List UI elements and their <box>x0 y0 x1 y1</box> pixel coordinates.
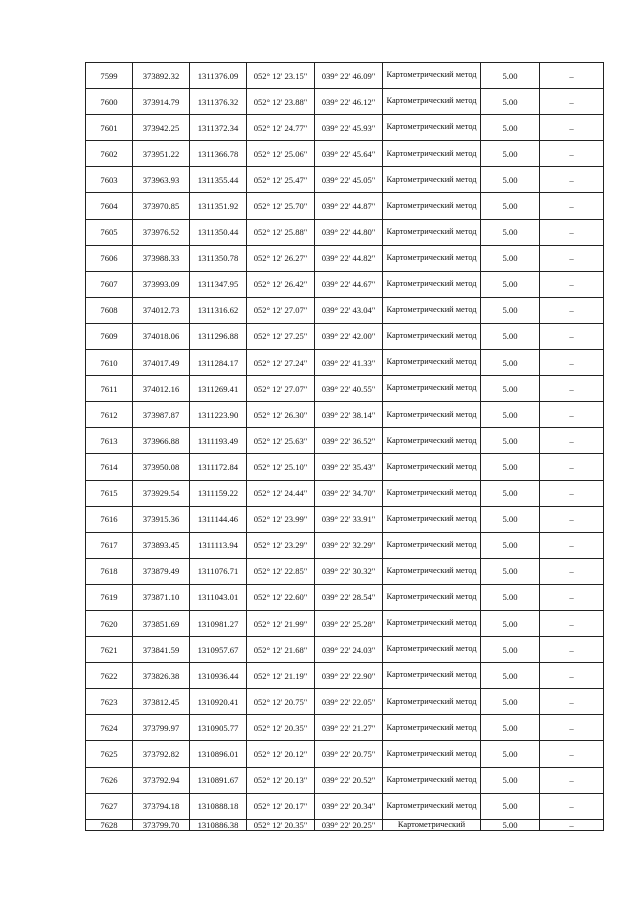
point-number-cell: 7603 <box>86 167 133 193</box>
method-cell: Картометрический метод <box>383 793 481 819</box>
latitude-cell: 052° 12' 25.70" <box>247 193 315 219</box>
method-cell: Картометрический метод <box>383 663 481 689</box>
accuracy-cell: 5.00 <box>481 167 540 193</box>
accuracy-cell: 5.00 <box>481 323 540 349</box>
table-row <box>86 506 604 532</box>
x-coordinate-cell: 373942.25 <box>133 115 190 141</box>
longitude-cell: 039° 22' 24.03" <box>315 637 383 663</box>
point-number-cell: 7615 <box>86 480 133 506</box>
x-coordinate-cell: 373851.69 <box>133 610 190 636</box>
latitude-cell: 052° 12' 20.17" <box>247 793 315 819</box>
y-coordinate-cell: 1310896.01 <box>190 741 247 767</box>
method-cell: Картометрический метод <box>383 115 481 141</box>
latitude-cell: 052° 12' 23.99" <box>247 506 315 532</box>
method-cell: Картометрический метод <box>383 245 481 271</box>
table-row <box>86 663 604 689</box>
y-coordinate-cell: 1311284.17 <box>190 350 247 376</box>
note-cell: – <box>540 63 604 89</box>
y-coordinate-cell: 1311159.22 <box>190 480 247 506</box>
table-row <box>86 376 604 402</box>
y-coordinate-cell: 1311351.92 <box>190 193 247 219</box>
method-cell: Картометрический метод <box>383 610 481 636</box>
latitude-cell: 052° 12' 21.19" <box>247 663 315 689</box>
x-coordinate-cell: 373892.32 <box>133 63 190 89</box>
x-coordinate-cell: 373915.36 <box>133 506 190 532</box>
accuracy-cell: 5.00 <box>481 63 540 89</box>
y-coordinate-cell: 1311376.09 <box>190 63 247 89</box>
latitude-cell: 052° 12' 27.07" <box>247 297 315 323</box>
latitude-cell: 052° 12' 26.30" <box>247 402 315 428</box>
x-coordinate-cell: 373950.08 <box>133 454 190 480</box>
point-number-cell: 7628 <box>86 819 133 831</box>
point-number-cell: 7606 <box>86 245 133 271</box>
x-coordinate-cell: 374018.06 <box>133 323 190 349</box>
longitude-cell: 039° 22' 34.70" <box>315 480 383 506</box>
table-row <box>86 350 604 376</box>
latitude-cell: 052° 12' 25.63" <box>247 428 315 454</box>
accuracy-cell: 5.00 <box>481 428 540 454</box>
method-cell: Картометрический метод <box>383 454 481 480</box>
point-number-cell: 7614 <box>86 454 133 480</box>
note-cell: – <box>540 219 604 245</box>
method-cell: Картометрический метод <box>383 506 481 532</box>
longitude-cell: 039° 22' 20.75" <box>315 741 383 767</box>
accuracy-cell: 5.00 <box>481 350 540 376</box>
longitude-cell: 039° 22' 30.32" <box>315 558 383 584</box>
latitude-cell: 052° 12' 26.27" <box>247 245 315 271</box>
table-row <box>86 454 604 480</box>
method-cell: Картометрический метод <box>383 89 481 115</box>
longitude-cell: 039° 22' 22.05" <box>315 689 383 715</box>
note-cell: – <box>540 297 604 323</box>
table-row <box>86 715 604 741</box>
point-number-cell: 7611 <box>86 376 133 402</box>
y-coordinate-cell: 1311076.71 <box>190 558 247 584</box>
note-cell: – <box>540 584 604 610</box>
longitude-cell: 039° 22' 20.25" <box>315 819 383 831</box>
longitude-cell: 039° 22' 36.52" <box>315 428 383 454</box>
latitude-cell: 052° 12' 20.35" <box>247 715 315 741</box>
method-cell: Картометрический метод <box>383 584 481 610</box>
note-cell: – <box>540 323 604 349</box>
table-row <box>86 767 604 793</box>
point-number-cell: 7608 <box>86 297 133 323</box>
y-coordinate-cell: 1310888.18 <box>190 793 247 819</box>
accuracy-cell: 5.00 <box>481 819 540 831</box>
note-cell: – <box>540 454 604 480</box>
note-cell: – <box>540 167 604 193</box>
longitude-cell: 039° 22' 45.93" <box>315 115 383 141</box>
latitude-cell: 052° 12' 23.29" <box>247 532 315 558</box>
method-cell: Картометрический метод <box>383 689 481 715</box>
note-cell: – <box>540 350 604 376</box>
y-coordinate-cell: 1310920.41 <box>190 689 247 715</box>
method-cell: Картометрический метод <box>383 715 481 741</box>
table-row <box>86 245 604 271</box>
table-row <box>86 558 604 584</box>
method-cell: Картометрический метод <box>383 558 481 584</box>
x-coordinate-cell: 373951.22 <box>133 141 190 167</box>
table-row <box>86 741 604 767</box>
note-cell: – <box>540 402 604 428</box>
latitude-cell: 052° 12' 22.60" <box>247 584 315 610</box>
longitude-cell: 039° 22' 44.82" <box>315 245 383 271</box>
note-cell: – <box>540 141 604 167</box>
x-coordinate-cell: 373792.82 <box>133 741 190 767</box>
note-cell: – <box>540 506 604 532</box>
method-cell: Картометрический метод <box>383 297 481 323</box>
table-row <box>86 480 604 506</box>
table-row <box>86 637 604 663</box>
accuracy-cell: 5.00 <box>481 245 540 271</box>
accuracy-cell: 5.00 <box>481 219 540 245</box>
longitude-cell: 039° 22' 20.52" <box>315 767 383 793</box>
table-body <box>86 63 604 831</box>
note-cell: – <box>540 245 604 271</box>
accuracy-cell: 5.00 <box>481 741 540 767</box>
method-cell: Картометрический метод <box>383 480 481 506</box>
longitude-cell: 039° 22' 42.00" <box>315 323 383 349</box>
point-number-cell: 7600 <box>86 89 133 115</box>
accuracy-cell: 5.00 <box>481 532 540 558</box>
point-number-cell: 7604 <box>86 193 133 219</box>
x-coordinate-cell: 373792.94 <box>133 767 190 793</box>
method-cell: Картометрический метод <box>383 532 481 558</box>
accuracy-cell: 5.00 <box>481 610 540 636</box>
point-number-cell: 7624 <box>86 715 133 741</box>
x-coordinate-cell: 374012.16 <box>133 376 190 402</box>
latitude-cell: 052° 12' 23.88" <box>247 89 315 115</box>
table-row <box>86 141 604 167</box>
method-cell: Картометрический метод <box>383 741 481 767</box>
method-cell: Картометрический метод <box>383 767 481 793</box>
x-coordinate-cell: 374017.49 <box>133 350 190 376</box>
accuracy-cell: 5.00 <box>481 480 540 506</box>
point-number-cell: 7602 <box>86 141 133 167</box>
y-coordinate-cell: 1311376.32 <box>190 89 247 115</box>
longitude-cell: 039° 22' 35.43" <box>315 454 383 480</box>
accuracy-cell: 5.00 <box>481 689 540 715</box>
note-cell: – <box>540 376 604 402</box>
y-coordinate-cell: 1311350.44 <box>190 219 247 245</box>
point-number-cell: 7625 <box>86 741 133 767</box>
note-cell: – <box>540 532 604 558</box>
table-row <box>86 115 604 141</box>
x-coordinate-cell: 373841.59 <box>133 637 190 663</box>
longitude-cell: 039° 22' 46.09" <box>315 63 383 89</box>
longitude-cell: 039° 22' 43.04" <box>315 297 383 323</box>
latitude-cell: 052° 12' 21.99" <box>247 610 315 636</box>
longitude-cell: 039° 22' 28.54" <box>315 584 383 610</box>
note-cell: – <box>540 428 604 454</box>
y-coordinate-cell: 1311193.49 <box>190 428 247 454</box>
accuracy-cell: 5.00 <box>481 376 540 402</box>
note-cell: – <box>540 115 604 141</box>
method-cell: Картометрический метод <box>383 376 481 402</box>
note-cell: – <box>540 741 604 767</box>
y-coordinate-cell: 1311372.34 <box>190 115 247 141</box>
accuracy-cell: 5.00 <box>481 454 540 480</box>
point-number-cell: 7610 <box>86 350 133 376</box>
y-coordinate-cell: 1310981.27 <box>190 610 247 636</box>
y-coordinate-cell: 1311043.01 <box>190 584 247 610</box>
table-row <box>86 428 604 454</box>
method-cell: Картометрический метод <box>383 193 481 219</box>
accuracy-cell: 5.00 <box>481 271 540 297</box>
latitude-cell: 052° 12' 26.42" <box>247 271 315 297</box>
x-coordinate-cell: 373929.54 <box>133 480 190 506</box>
table-row <box>86 271 604 297</box>
x-coordinate-cell: 373966.88 <box>133 428 190 454</box>
method-cell: Картометрический метод <box>383 63 481 89</box>
table-row <box>86 63 604 89</box>
x-coordinate-cell: 373799.97 <box>133 715 190 741</box>
y-coordinate-cell: 1311355.44 <box>190 167 247 193</box>
y-coordinate-cell: 1310886.38 <box>190 819 247 831</box>
method-cell: Картометрический метод <box>383 271 481 297</box>
x-coordinate-cell: 373871.10 <box>133 584 190 610</box>
point-number-cell: 7627 <box>86 793 133 819</box>
latitude-cell: 052° 12' 25.47" <box>247 167 315 193</box>
longitude-cell: 039° 22' 20.34" <box>315 793 383 819</box>
table-row <box>86 402 604 428</box>
table-row <box>86 297 604 323</box>
longitude-cell: 039° 22' 44.80" <box>315 219 383 245</box>
x-coordinate-cell: 373914.79 <box>133 89 190 115</box>
accuracy-cell: 5.00 <box>481 89 540 115</box>
y-coordinate-cell: 1311350.78 <box>190 245 247 271</box>
point-number-cell: 7601 <box>86 115 133 141</box>
method-cell: Картометрический метод <box>383 402 481 428</box>
accuracy-cell: 5.00 <box>481 558 540 584</box>
note-cell: – <box>540 663 604 689</box>
x-coordinate-cell: 373970.85 <box>133 193 190 219</box>
latitude-cell: 052° 12' 27.25" <box>247 323 315 349</box>
x-coordinate-cell: 373987.87 <box>133 402 190 428</box>
point-number-cell: 7613 <box>86 428 133 454</box>
note-cell: – <box>540 767 604 793</box>
table-row <box>86 610 604 636</box>
latitude-cell: 052° 12' 22.85" <box>247 558 315 584</box>
longitude-cell: 039° 22' 32.29" <box>315 532 383 558</box>
accuracy-cell: 5.00 <box>481 141 540 167</box>
table-row <box>86 584 604 610</box>
point-number-cell: 7617 <box>86 532 133 558</box>
y-coordinate-cell: 1311366.78 <box>190 141 247 167</box>
note-cell: – <box>540 793 604 819</box>
accuracy-cell: 5.00 <box>481 297 540 323</box>
latitude-cell: 052° 12' 20.12" <box>247 741 315 767</box>
longitude-cell: 039° 22' 38.14" <box>315 402 383 428</box>
accuracy-cell: 5.00 <box>481 402 540 428</box>
x-coordinate-cell: 373963.93 <box>133 167 190 193</box>
x-coordinate-cell: 373976.52 <box>133 219 190 245</box>
method-cell: Картометрический метод <box>383 350 481 376</box>
table-row <box>86 323 604 349</box>
y-coordinate-cell: 1310891.67 <box>190 767 247 793</box>
table-row <box>86 819 604 831</box>
x-coordinate-cell: 373879.49 <box>133 558 190 584</box>
latitude-cell: 052° 12' 24.44" <box>247 480 315 506</box>
point-number-cell: 7616 <box>86 506 133 532</box>
longitude-cell: 039° 22' 40.55" <box>315 376 383 402</box>
y-coordinate-cell: 1311269.41 <box>190 376 247 402</box>
note-cell: – <box>540 480 604 506</box>
point-number-cell: 7620 <box>86 610 133 636</box>
longitude-cell: 039° 22' 44.87" <box>315 193 383 219</box>
y-coordinate-cell: 1311144.46 <box>190 506 247 532</box>
table-row <box>86 89 604 115</box>
latitude-cell: 052° 12' 20.75" <box>247 689 315 715</box>
note-cell: – <box>540 558 604 584</box>
table-row <box>86 689 604 715</box>
x-coordinate-cell: 374012.73 <box>133 297 190 323</box>
latitude-cell: 052° 12' 20.35" <box>247 819 315 831</box>
point-number-cell: 7599 <box>86 63 133 89</box>
coordinates-table <box>85 62 604 831</box>
method-cell: Картометрический метод <box>383 219 481 245</box>
y-coordinate-cell: 1310905.77 <box>190 715 247 741</box>
table-row <box>86 193 604 219</box>
note-cell: – <box>540 89 604 115</box>
method-cell: Картометрический метод <box>383 141 481 167</box>
latitude-cell: 052° 12' 25.88" <box>247 219 315 245</box>
latitude-cell: 052° 12' 25.10" <box>247 454 315 480</box>
table-row <box>86 532 604 558</box>
point-number-cell: 7621 <box>86 637 133 663</box>
note-cell: – <box>540 715 604 741</box>
x-coordinate-cell: 373826.38 <box>133 663 190 689</box>
x-coordinate-cell: 373812.45 <box>133 689 190 715</box>
y-coordinate-cell: 1311223.90 <box>190 402 247 428</box>
accuracy-cell: 5.00 <box>481 584 540 610</box>
accuracy-cell: 5.00 <box>481 193 540 219</box>
point-number-cell: 7612 <box>86 402 133 428</box>
point-number-cell: 7609 <box>86 323 133 349</box>
latitude-cell: 052° 12' 25.06" <box>247 141 315 167</box>
note-cell: – <box>540 610 604 636</box>
y-coordinate-cell: 1311347.95 <box>190 271 247 297</box>
note-cell: – <box>540 271 604 297</box>
longitude-cell: 039° 22' 45.05" <box>315 167 383 193</box>
y-coordinate-cell: 1311316.62 <box>190 297 247 323</box>
note-cell: – <box>540 689 604 715</box>
table-row <box>86 793 604 819</box>
point-number-cell: 7607 <box>86 271 133 297</box>
x-coordinate-cell: 373993.09 <box>133 271 190 297</box>
y-coordinate-cell: 1311296.88 <box>190 323 247 349</box>
accuracy-cell: 5.00 <box>481 663 540 689</box>
latitude-cell: 052° 12' 21.68" <box>247 637 315 663</box>
method-cell: Картометрический метод <box>383 323 481 349</box>
x-coordinate-cell: 373988.33 <box>133 245 190 271</box>
accuracy-cell: 5.00 <box>481 715 540 741</box>
longitude-cell: 039° 22' 21.27" <box>315 715 383 741</box>
point-number-cell: 7605 <box>86 219 133 245</box>
point-number-cell: 7626 <box>86 767 133 793</box>
note-cell: – <box>540 819 604 831</box>
method-cell: Картометрический метод <box>383 428 481 454</box>
y-coordinate-cell: 1311113.94 <box>190 532 247 558</box>
latitude-cell: 052° 12' 24.77" <box>247 115 315 141</box>
longitude-cell: 039° 22' 25.28" <box>315 610 383 636</box>
latitude-cell: 052° 12' 20.13" <box>247 767 315 793</box>
longitude-cell: 039° 22' 22.90" <box>315 663 383 689</box>
longitude-cell: 039° 22' 33.91" <box>315 506 383 532</box>
y-coordinate-cell: 1310957.67 <box>190 637 247 663</box>
x-coordinate-cell: 373799.70 <box>133 819 190 831</box>
accuracy-cell: 5.00 <box>481 767 540 793</box>
accuracy-cell: 5.00 <box>481 506 540 532</box>
point-number-cell: 7619 <box>86 584 133 610</box>
accuracy-cell: 5.00 <box>481 115 540 141</box>
latitude-cell: 052° 12' 27.07" <box>247 376 315 402</box>
x-coordinate-cell: 373893.45 <box>133 532 190 558</box>
accuracy-cell: 5.00 <box>481 793 540 819</box>
x-coordinate-cell: 373794.18 <box>133 793 190 819</box>
longitude-cell: 039° 22' 46.12" <box>315 89 383 115</box>
point-number-cell: 7623 <box>86 689 133 715</box>
method-cell: Картометрический метод <box>383 167 481 193</box>
table-row <box>86 167 604 193</box>
accuracy-cell: 5.00 <box>481 637 540 663</box>
method-cell: Картометрический <box>383 819 481 831</box>
point-number-cell: 7618 <box>86 558 133 584</box>
y-coordinate-cell: 1311172.84 <box>190 454 247 480</box>
note-cell: – <box>540 637 604 663</box>
latitude-cell: 052° 12' 27.24" <box>247 350 315 376</box>
y-coordinate-cell: 1310936.44 <box>190 663 247 689</box>
method-cell: Картометрический метод <box>383 637 481 663</box>
longitude-cell: 039° 22' 45.64" <box>315 141 383 167</box>
latitude-cell: 052° 12' 23.15" <box>247 63 315 89</box>
longitude-cell: 039° 22' 44.67" <box>315 271 383 297</box>
point-number-cell: 7622 <box>86 663 133 689</box>
longitude-cell: 039° 22' 41.33" <box>315 350 383 376</box>
note-cell: – <box>540 193 604 219</box>
table-row <box>86 219 604 245</box>
